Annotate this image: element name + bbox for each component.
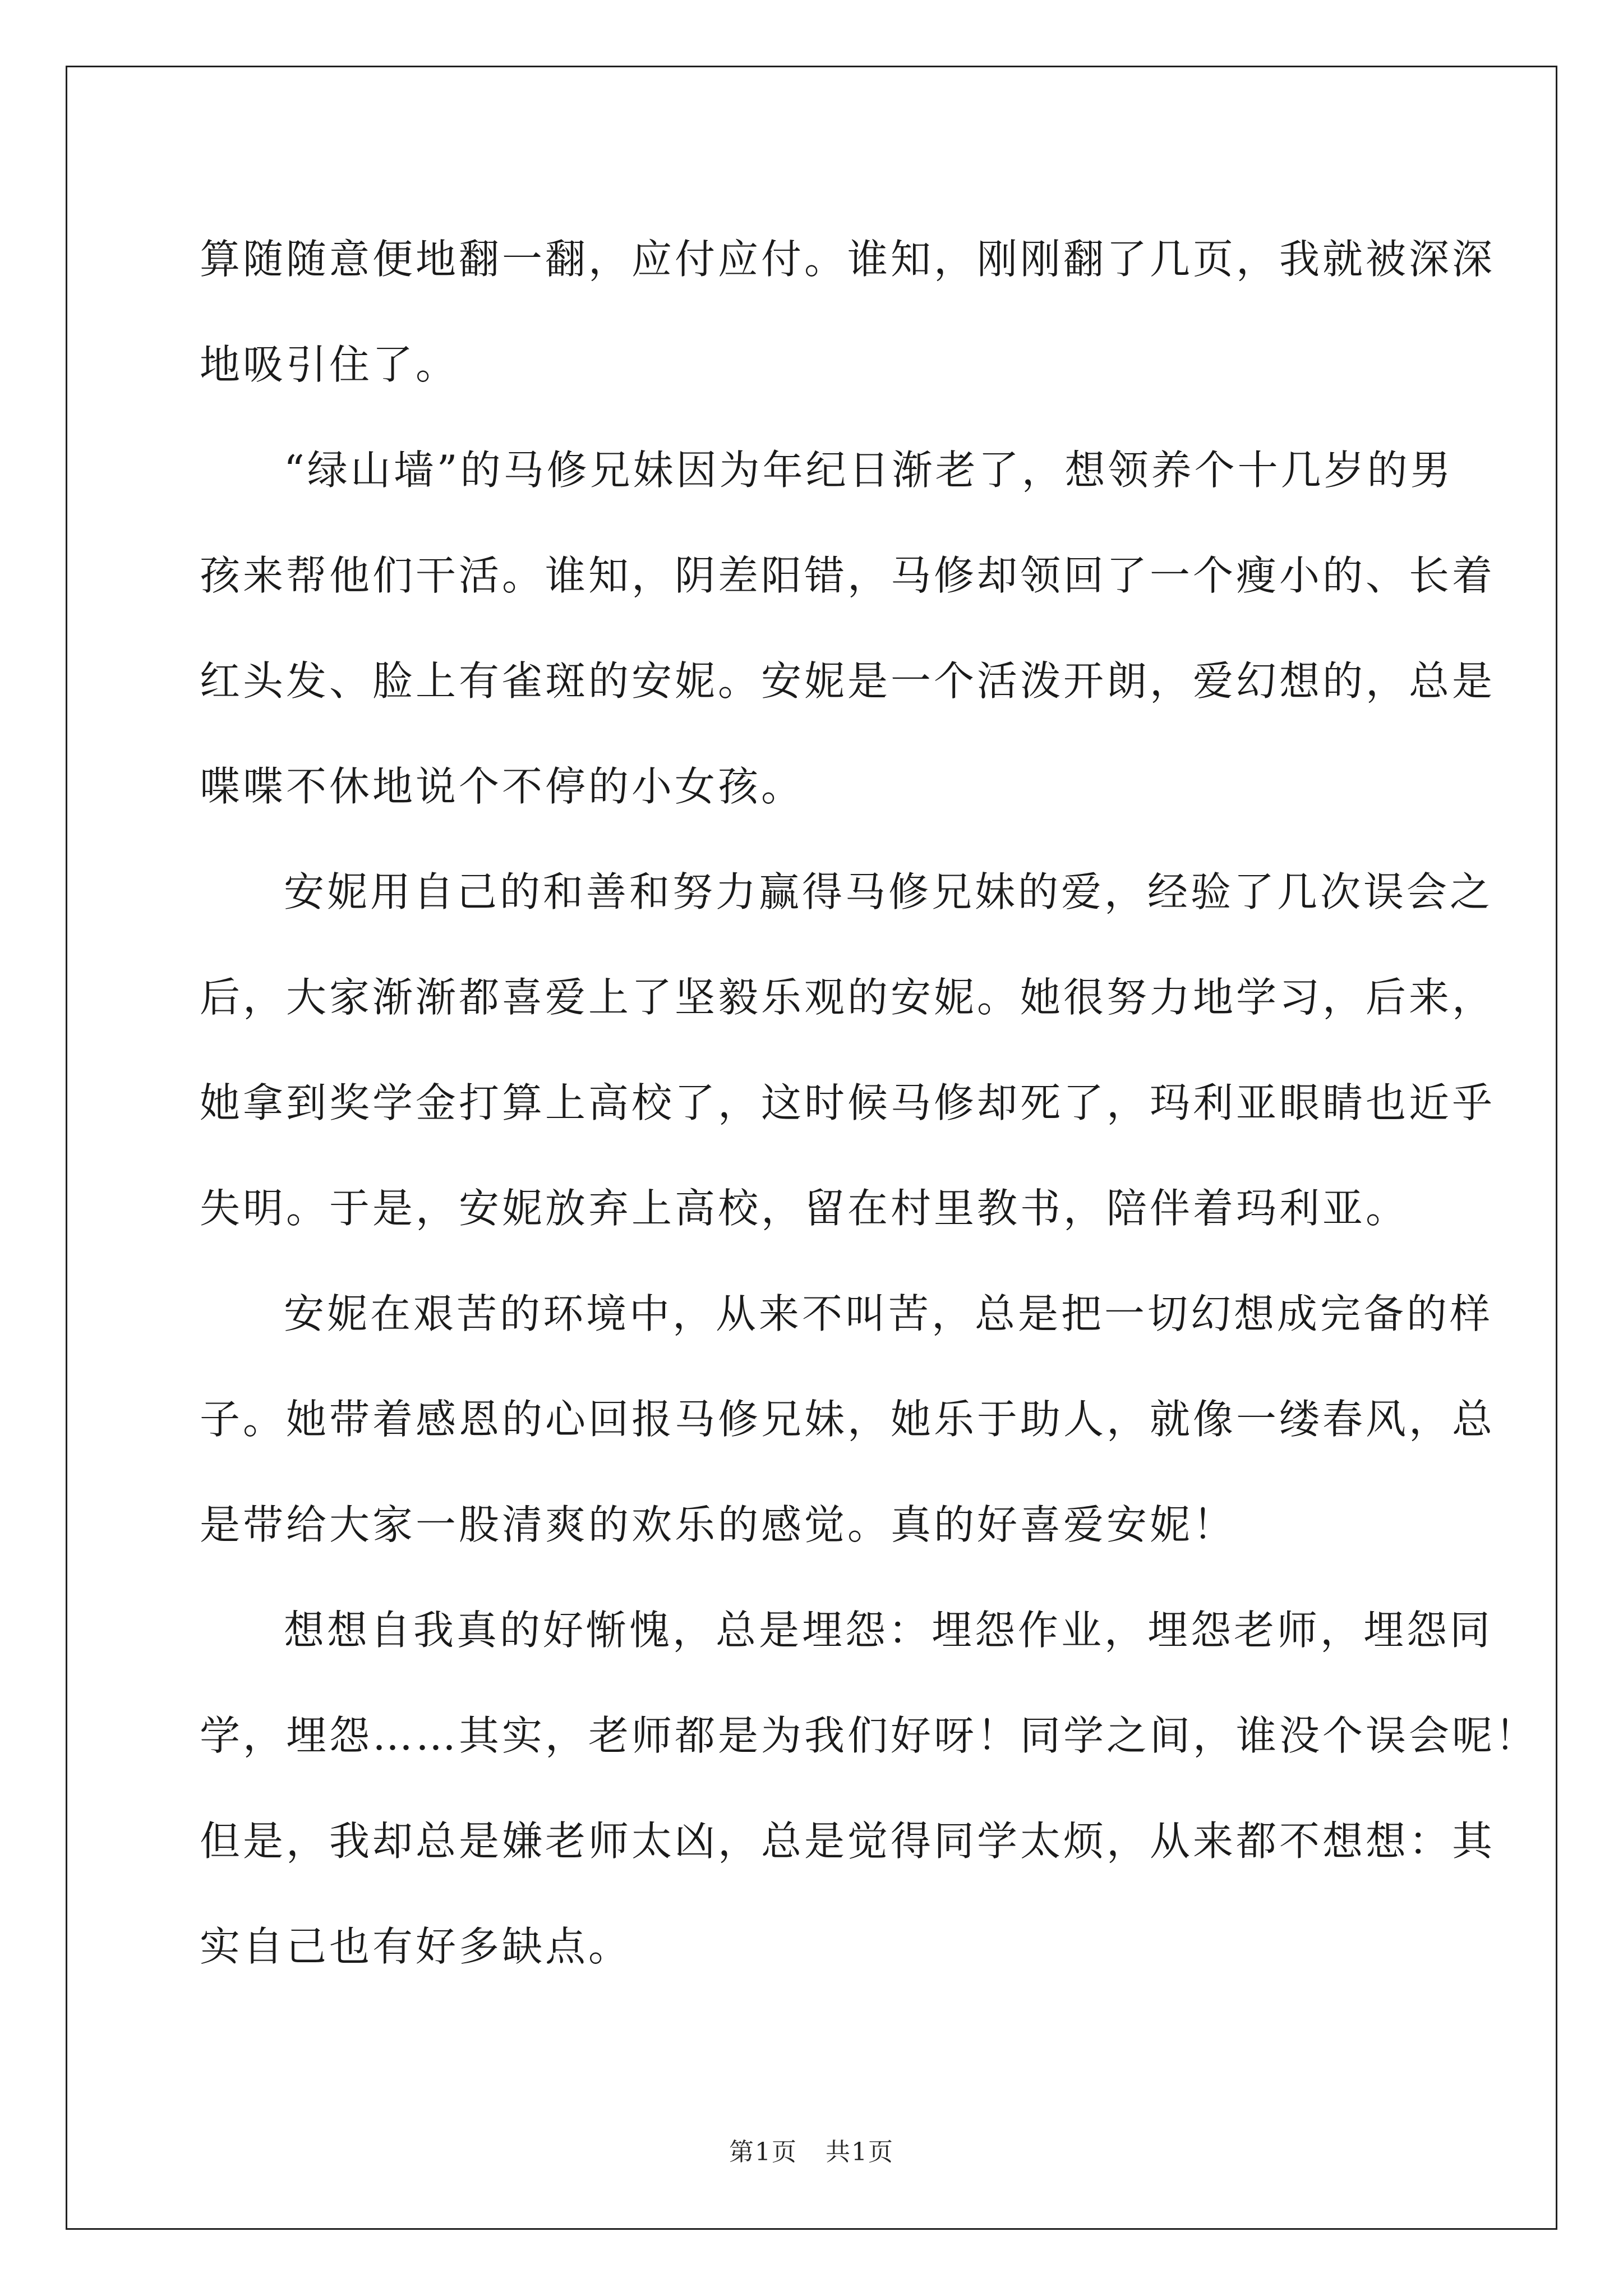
text-line: 孩来帮他们干活。谁知，阴差阳错，马修却领回了一个瘦小的、长着 [200, 552, 1496, 599]
body-text [200, 206, 1539, 1999]
text-line: 地吸引住了。 [200, 341, 459, 388]
text-line: 实自己也有好多缺点。 [200, 1923, 632, 1970]
text-line: 她拿到奖学金打算上高校了，这时候马修却死了，玛利亚眼睛也近乎 [200, 1079, 1496, 1126]
text-line: 喋喋不休地说个不停的小女孩。 [200, 763, 805, 810]
text-line: 算随随意便地翻一翻，应付应付。谁知，刚刚翻了几页，我就被深深 [200, 236, 1496, 283]
page-total: 共1页 [826, 2138, 894, 2166]
paragraph-start-line: 安妮在艰苦的环境中，从来不叫苦，总是把一切幻想成完备的样 [284, 1290, 1493, 1337]
text-line: 但是，我却总是嫌老师太凶，总是觉得同学太烦，从来都不想想：其 [200, 1818, 1496, 1865]
text-line: 子。她带着感恩的心回报马修兄妹，她乐于助人，就像一缕春风，总 [200, 1396, 1496, 1443]
text-line: 后，大家渐渐都喜爱上了坚毅乐观的安妮。她很努力地学习，后来， [200, 974, 1496, 1021]
page-footer [0, 2132, 1623, 2168]
paragraph-start-line: 安妮用自己的和善和努力赢得马修兄妹的爱，经验了几次误会之 [284, 868, 1493, 915]
text-line: 失明。于是，安妮放弃上高校，留在村里教书，陪伴着玛利亚。 [200, 1185, 1409, 1232]
paragraph-start-line: “绿山墙”的马修兄妹因为年纪日渐老了，想领养个十几岁的男 [284, 447, 1454, 494]
text-line: 是带给大家一股清爽的欢乐的感觉。真的好喜爱安妮！ [200, 1501, 1237, 1548]
text-line: 红头发、脸上有雀斑的安妮。安妮是一个活泼开朗，爱幻想的，总是 [200, 657, 1496, 705]
page-number: 第1页 [729, 2138, 797, 2166]
paragraph-start-line: 想想自我真的好惭愧，总是埋怨：埋怨作业，埋怨老师，埋怨同 [284, 1607, 1493, 1654]
text-line: 学，埋怨……其实，老师都是为我们好呀！同学之间，谁没个误会呢！ [200, 1712, 1539, 1759]
